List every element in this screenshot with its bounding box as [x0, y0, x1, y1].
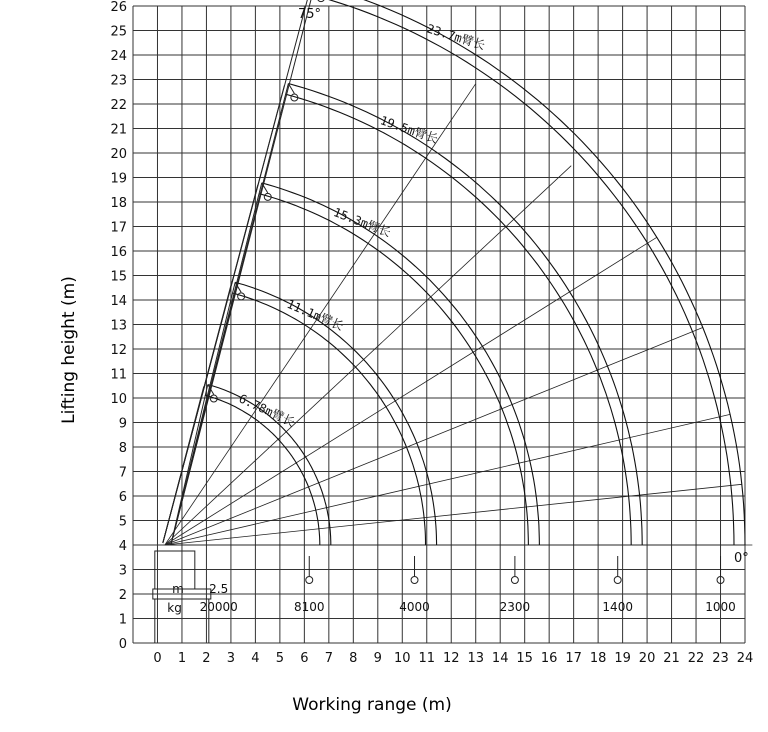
x-tick-label: 24 — [736, 651, 754, 666]
boom-length-label: 6.78m臂长 — [236, 391, 298, 430]
min-angle-label: 0° — [734, 551, 749, 566]
hook-icon — [411, 577, 418, 584]
x-tick-label: 7 — [324, 651, 333, 666]
boom-length-label: 11.1m臂长 — [284, 296, 346, 334]
capacity-load: 2300 — [499, 600, 531, 614]
x-tick-label: 1 — [177, 651, 187, 666]
boom-length-label: 19.5m臂长 — [378, 113, 440, 147]
capacity-load: 1400 — [602, 600, 633, 614]
hook-icon — [614, 577, 621, 584]
capacity-load: 1000 — [705, 600, 736, 614]
x-tick-label: 17 — [565, 651, 582, 666]
y-tick-label: 1 — [118, 612, 127, 628]
x-tick-label: 21 — [663, 651, 680, 666]
y-tick-label: 2 — [118, 588, 127, 603]
x-tick-label: 3 — [226, 651, 236, 666]
y-tick-label: 24 — [110, 49, 127, 64]
x-tick-label: 22 — [687, 651, 705, 666]
capacity-load: 20000 — [199, 600, 238, 614]
y-tick-label: 8 — [118, 441, 127, 456]
y-tick-label: 10 — [110, 392, 127, 407]
boom-line — [171, 0, 315, 545]
y-tick-label: 21 — [110, 122, 127, 138]
x-tick-label: 12 — [442, 651, 460, 666]
x-tick-label: 4 — [251, 651, 260, 666]
y-tick-label: 20 — [110, 147, 127, 162]
y-tick-label: 4 — [118, 539, 127, 554]
boom-arc-inner — [312, 0, 734, 545]
boom-line-edge — [163, 0, 311, 543]
y-axis-title: Lifting height (m) — [59, 276, 79, 424]
capacity-table — [153, 551, 736, 643]
y-tick-label: 7 — [118, 465, 127, 481]
y-tick-label: 5 — [118, 514, 127, 530]
y-tick-label: 18 — [110, 196, 127, 211]
boom-lines — [163, 0, 325, 545]
x-tick-label: 8 — [349, 651, 358, 666]
y-tick-label: 22 — [110, 98, 127, 113]
y-tick-label: 9 — [118, 416, 127, 432]
y-tick-label: 17 — [110, 220, 127, 236]
y-tick-label: 11 — [110, 367, 127, 383]
x-tick-label: 9 — [373, 651, 382, 666]
y-tick-label: 13 — [110, 318, 127, 334]
y-tick-label: 15 — [110, 269, 127, 285]
capacity-load: 8100 — [293, 600, 325, 614]
x-tick-label: 14 — [491, 651, 509, 666]
y-tick-label: 3 — [118, 563, 127, 579]
y-tick-label: 6 — [118, 490, 127, 505]
max-angle-label: 75° — [298, 7, 322, 22]
x-tick-label: 5 — [275, 651, 285, 666]
y-tick-label: 16 — [110, 245, 127, 260]
angle-ray — [165, 414, 730, 545]
y-tick-label: 26 — [110, 0, 127, 15]
x-tick-label: 2 — [202, 651, 211, 666]
hook-icon — [511, 577, 518, 584]
x-axis-title: Working range (m) — [292, 695, 452, 715]
y-tick-label: 23 — [110, 73, 127, 89]
x-tick-label: 15 — [516, 651, 533, 666]
unit-m-label: m — [172, 582, 184, 596]
y-tick-label: 19 — [110, 171, 127, 187]
x-tick-label: 0 — [153, 651, 162, 666]
x-tick-label: 18 — [589, 651, 607, 666]
angle-ray — [165, 484, 742, 545]
capacity-load: 4000 — [399, 600, 430, 614]
y-tick-label: 14 — [110, 294, 127, 309]
y-tick-label: 12 — [110, 343, 127, 358]
x-tick-label: 10 — [394, 651, 411, 666]
x-tick-label: 19 — [614, 651, 631, 666]
x-tick-label: 20 — [638, 651, 656, 666]
unit-kg-label: kg — [167, 601, 182, 615]
x-tick-label: 6 — [300, 651, 309, 666]
boom-length-label: 15.3m臂长 — [331, 205, 393, 240]
y-tick-label: 25 — [110, 24, 127, 40]
y-tick-label: 0 — [118, 637, 127, 652]
boom-length-label: 23.7m臂长 — [425, 21, 487, 53]
x-tick-label: 23 — [712, 651, 729, 666]
boom-labels — [237, 21, 487, 429]
angle-ray — [165, 327, 703, 545]
capacity-range: 2.5 — [209, 582, 229, 596]
hook-icon — [317, 0, 324, 2]
hook-icon — [306, 577, 313, 584]
x-tick-label: 16 — [540, 651, 558, 666]
x-tick-label: 13 — [467, 651, 484, 666]
x-tick-label: 11 — [418, 651, 436, 666]
